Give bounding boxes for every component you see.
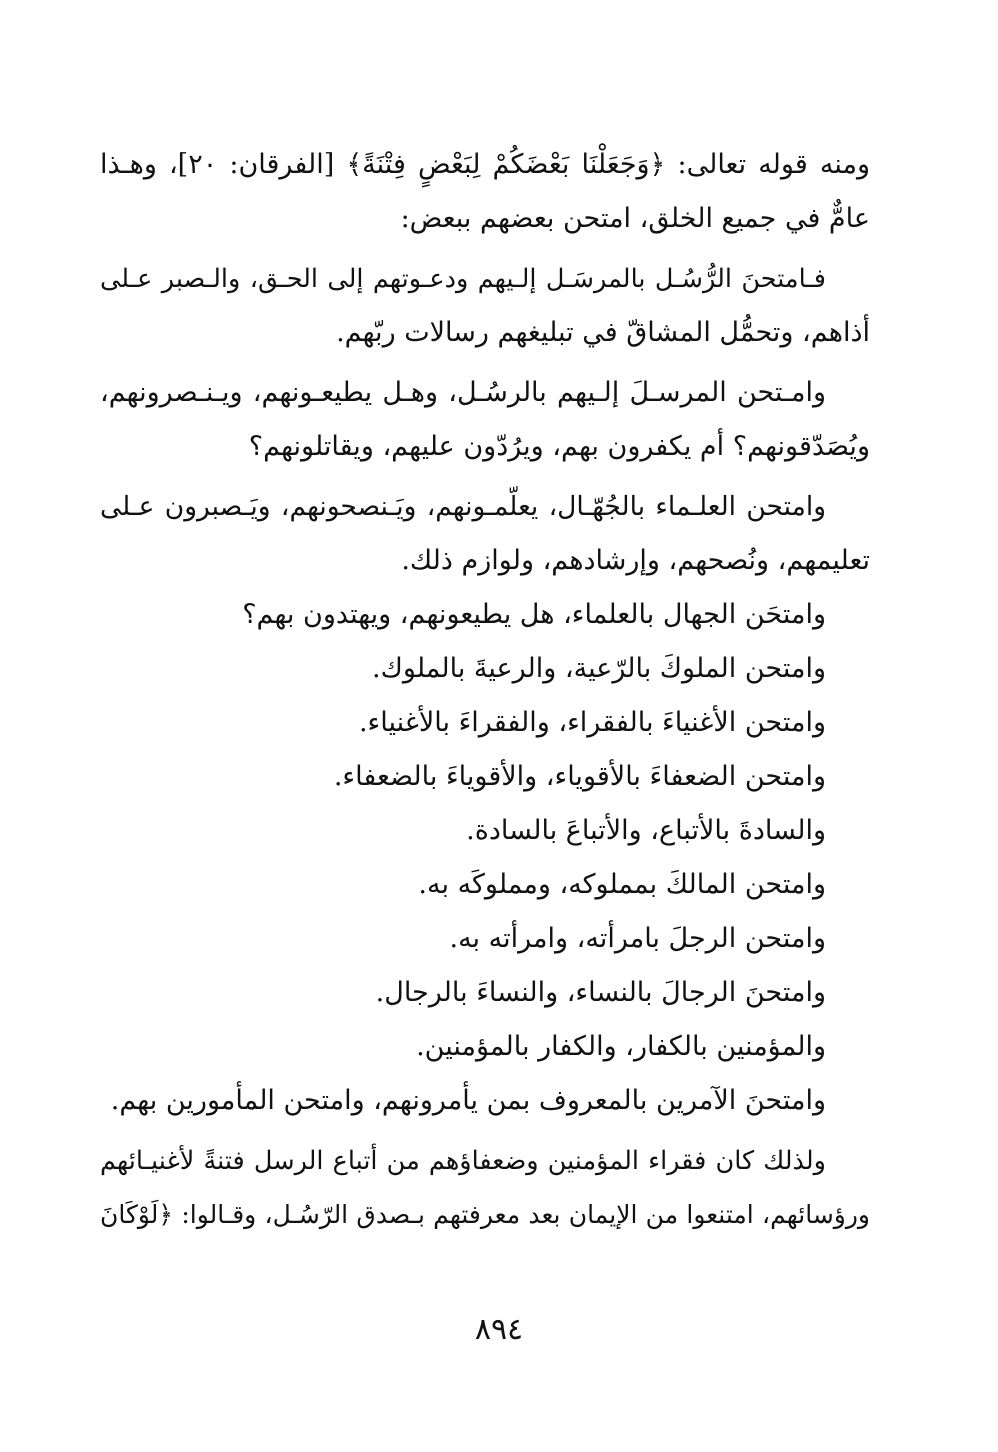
- text-line: أذاهم، وتحمُّل المشاقّ في تبليغهم رسالات ربّهم.: [336, 317, 870, 348]
- list-item-line: وامتحن الضعفاءَ بالأقوياء، والأقوياءَ بالضعفاء.: [333, 761, 826, 792]
- list-item-line: والمؤمنين بالكفار، والكفار بالمؤمنين.: [416, 1031, 826, 1062]
- paragraph-start-line: ولذلك كان فقراء المؤمنين وضعفاؤهم من أتباع الرسل فتنةً لأغنيـائهم: [100, 1146, 826, 1176]
- list-item-line: وامتحن الرجلَ بامرأته، وامرأته به.: [449, 923, 826, 954]
- paragraph-start-line: وامـتحن المرسـلَ إلـيهم بالرسُـل، وهـل يطيعـونهم، ويـنـصرونهم،: [100, 377, 826, 408]
- paragraph-start-line: وامتحن العلـماء بالجُهّـال، يعلّمـونهم، ويَـنصحونهم، ويَـصبرون عـلى: [100, 491, 826, 522]
- list-item-line: وامتحنَ الرجالَ بالنساء، والنساءَ بالرجال.: [375, 977, 826, 1008]
- list-item-line: وامتحن الملوكَ بالرّعية، والرعيةَ بالملوك.: [372, 653, 826, 684]
- list-item-line: وامتحن المالكَ بمملوكه، ومملوكَه به.: [418, 869, 826, 900]
- list-item-line: والسادةَ بالأتباع، والأتباعَ بالسادة.: [466, 815, 826, 846]
- text-line: عامٌّ في جميع الخلق، امتحن بعضهم ببعض:: [400, 203, 870, 234]
- list-item-line: وامتحَن الجهال بالعلماء، هل يطيعونهم، ويهتدون بهم؟: [242, 599, 826, 630]
- text-line: ومنه قوله تعالى: ﴿وَجَعَلْنَا بَعْضَكُمْ لِبَعْضٍ فِتْنَةً﴾ [الفرقان: ٢٠]، وهـذا: [100, 149, 870, 180]
- list-item-line: وامتحنَ الآمرين بالمعروف بمن يأمرونهم، وامتحن المأمورين بهم.: [110, 1085, 826, 1116]
- text-line: ويُصَدّقونهم؟ أم يكفرون بهم، ويرُدّون عليهم، ويقاتلونهم؟: [248, 431, 870, 462]
- paragraph-start-line: فـامتحنَ الرُّسُـل بالمرسَـل إلـيهم ودعـوتهم إلى الحـق، والـصبر عـلى: [100, 264, 826, 294]
- page-number: ٨٩٤: [474, 1312, 524, 1347]
- list-item-line: وامتحن الأغنياءَ بالفقراء، والفقراءَ بالأغنياء.: [358, 707, 826, 738]
- text-line: تعليمهم، ونُصحهم، وإرشادهم، ولوازم ذلك.: [401, 545, 870, 576]
- body-text: [100, 138, 870, 1242]
- text-line: ورؤسائهم، امتنعوا من الإيمان بعد معرفتهم بـصدق الرّسُـل، وقـالوا: ﴿لَوْكَانَ: [100, 1200, 870, 1229]
